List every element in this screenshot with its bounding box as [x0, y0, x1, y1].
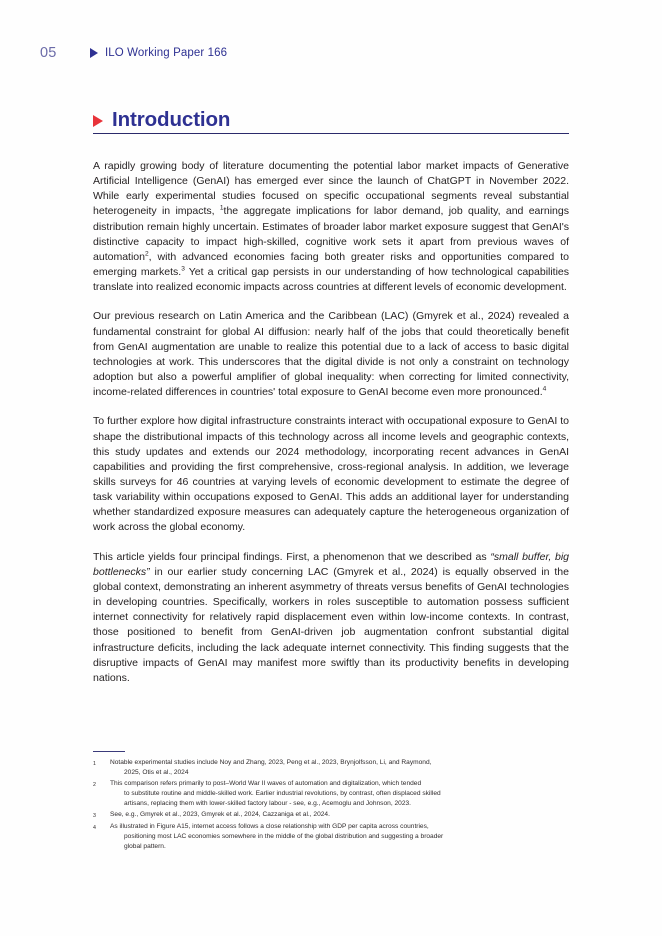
section-heading: [93, 108, 230, 132]
footnote-line: to substitute routine and middle-skilled work. Earlier industrial revolutions, by contrast, often displaced skilled: [124, 790, 441, 798]
footnote-item: [93, 822, 569, 852]
footnote-line: global pattern.: [124, 843, 166, 851]
para-4: [93, 550, 569, 686]
footnote-text: [110, 822, 569, 852]
text-run: This article yields four principal findings. First, a phenomenon that we described as: [93, 550, 491, 563]
text-run: Our previous research on Latin America and the Caribbean (LAC) (Gmyrek et al., 2024) revealed a fundamental constraint for global AI diffusion: nearly half of the jobs that could theoretically benefit from GenAI augmentation are unable to realize this potential due to a lack of access to basic digital technologies at work. This underscores that the digital divide is not only a constraint on technology adoption but also a powerful amplifier of global inequality: when correcting for limited connectivity, income-related differences in countries' total exposure to GenAI become even more pronounced.: [93, 310, 569, 399]
footnote-text: [110, 758, 569, 778]
footnote-line: Notable experimental studies include Noy and Zhang, 2023, Peng et al., 2023, Brynjolfsson, Li, and Raymond,: [110, 759, 432, 766]
footnote-item: [93, 810, 569, 821]
text-run: Yet a critical gap persists in our understanding of how technological capabilities translate into realized economic impacts across countries at different levels of economic development.: [93, 266, 570, 294]
page-number: 05: [40, 45, 57, 61]
footnote-reference[interactable]: 1: [219, 204, 224, 212]
footnote-text: [110, 810, 569, 821]
text-run: , with advanced economies facing both greater risks and opportunities compared to emerging markets.: [93, 250, 569, 279]
footnote-reference[interactable]: 2: [144, 250, 149, 258]
footnote-line: As illustrated in Figure A15, internet access follows a close relationship with GDP per capita across countries,: [110, 823, 429, 831]
running-header: [40, 43, 622, 63]
footnote-item: [93, 779, 569, 809]
emphasis-text: “small buffer, big bottlenecks”: [93, 550, 569, 578]
footnote-item: [93, 758, 569, 778]
para-1: [93, 159, 569, 295]
footnote-line: artisans, replacing them with lower-skilled factory labour - see, e.g., Acemoglu and Johnson, 2023.: [124, 800, 411, 808]
footnote-number: 2: [93, 781, 96, 788]
body-text-column: [93, 159, 569, 686]
text-run: To further explore how digital infrastructure constraints interact with occupational exposure to GenAI to shape the distributional impacts of this technology across all income levels and geographic contexts, this study updates and extends our 2024 methodology, incorporating recent advances in GenAI capabilities and providing the first comprehensive, cross-regional analysis. In addition, we leverage skills surveys for 46 countries at varying levels of economic development to estimate the degree of task variability within occupations exposed to GenAI. This adds an additional layer for understanding whether standardized exposure measures can adequately capture the heterogeneous organization of work across the global economy.: [93, 415, 569, 534]
text-run: the aggregate implications for labor demand, job quality, and earnings distribution remain highly uncertain. Estimates of broader labor market exposure suggest that GenAI's distinctive capacity to impact high-skilled, cognitive work sets it apart from previous waves of automation: [93, 205, 569, 263]
triangle-right-icon: [90, 48, 98, 58]
footnote-text: [110, 779, 569, 809]
para-2: [93, 309, 569, 400]
footnotes-block: [93, 751, 569, 853]
footnote-separator: [93, 751, 125, 752]
text-run: A rapidly growing body of literature documenting the potential labor market impacts of Generative Artificial Intelligence (GenAI) has emerged ever since the launch of ChatGPT in November 2022. While early experimental studies focused on specific occupational segments reveal substantial heterogeneity in impacts,: [93, 160, 569, 218]
text-run: in our earlier study concerning LAC (Gmyrek et al., 2024) is equally observed in the global context, demonstrating an inherent asymmetry of threats versus benefits of GenAI technologies in developing countries. Specifically, workers in roles susceptible to automation possess sufficient internet connectivity for relatively rapid displacement even within low-income contexts. In contrast, those positioned to benefit from GenAI-driven job augmentation confront substantial digital infrastructure deficits, including the lack adequate internet connectivity. This finding suggests that the disruptive impacts of GenAI may manifest more swiftly than its productivity benefits in developing nations.: [93, 565, 569, 684]
footnote-reference[interactable]: 3: [181, 265, 185, 273]
footnote-line: This comparison refers primarily to post–World War II waves of automation and digitalization, which tended: [110, 780, 422, 788]
footnote-line: positioning most LAC economies somewhere in the middle of the global distribution and suggesting a broader: [124, 833, 444, 841]
heading-divider: [93, 133, 569, 134]
footnote-number: 4: [93, 824, 96, 831]
triangle-right-icon: [93, 115, 103, 127]
footnote-line: See, e.g., Gmyrek et al., 2023, Gmyrek et al., 2024, Cazzaniga et al., 2024.: [110, 811, 330, 819]
footnote-number: 1: [93, 760, 96, 767]
header-title-group: [90, 47, 227, 59]
footnote-line: 2025, Otis et al., 2024: [124, 769, 189, 777]
para-3: [93, 414, 569, 535]
header-title: ILO Working Paper 166: [105, 47, 228, 59]
footnote-reference[interactable]: 4: [542, 385, 547, 393]
footnote-number: 3: [93, 812, 96, 819]
page-title: Introduction: [112, 108, 231, 131]
